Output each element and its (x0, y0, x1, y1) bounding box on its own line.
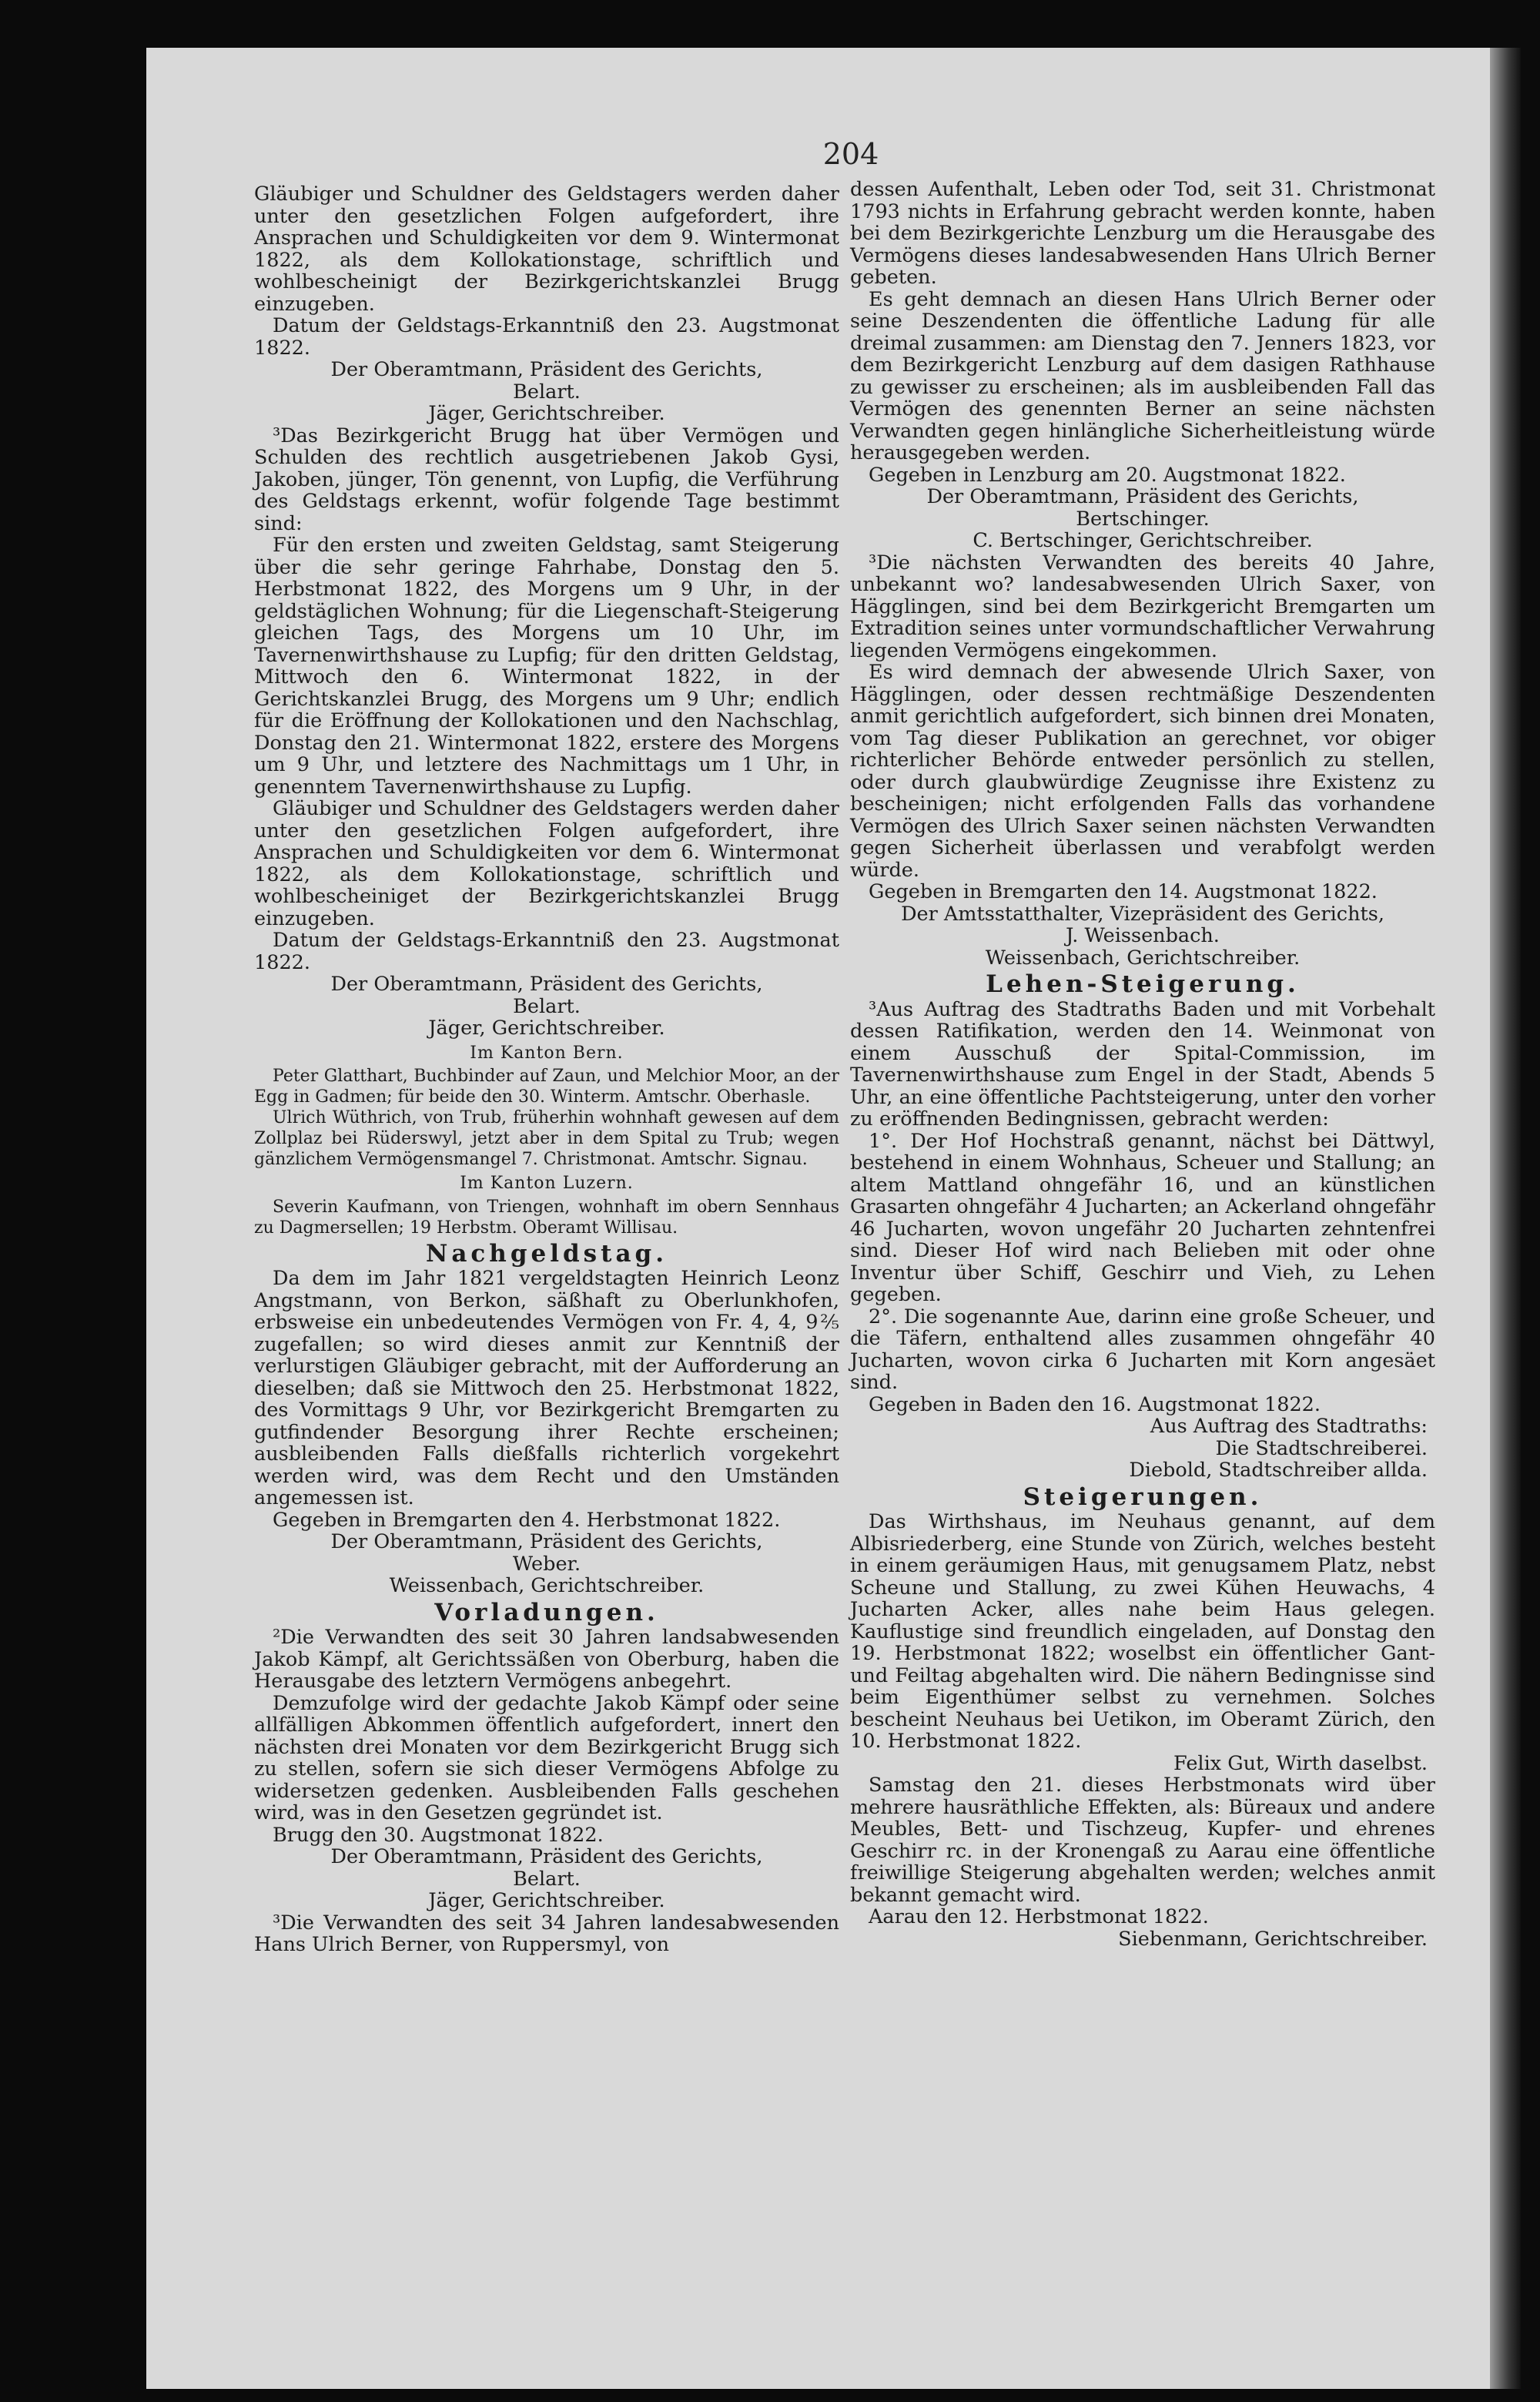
paragraph: ³Die nächsten Verwandten des bereits 40 Jahre, unbekannt wo? landesabwesenden Ulrich Saxer, von Hägglingen, sind bei dem Bezirkgericht Bremgarten um Extradition seines unter vormundschaftlicher Verwahrung liegenden Vermögens eingekommen. (850, 551, 1435, 662)
paragraph: ³Aus Auftrag des Stadtraths Baden und mit Vorbehalt dessen Ratifikation, werden den 14. Weinmonat von einem Ausschuß der Spital-Commission, im Tavernenwirthshause zum Engel in der Stadt, Abends 5 Uhr, an eine öffentliche Pachtsteigerung, unter den vorher zu eröffnenden Bedingnissen, gebracht werden: (850, 997, 1435, 1131)
paragraph: ²Die Verwandten des seit 30 Jahren landsabwesenden Jakob Kämpf, alt Gerichtssäßen von Oberburg, haben die Herausgabe des letztern Vermögens anbegehrt. (254, 1626, 839, 1693)
left-column (254, 183, 839, 1956)
page-number: 204 (822, 137, 879, 171)
paragraph: Für den ersten und zweiten Geldstag, samt Steigerung über die sehr geringe Fahrhabe, Donstag den 5. Herbstmonat 1822, des Morgens um 9 Uhr, in der geldstäglichen Wohnung; für die Liegenschaft-Steigerung gleichen Tags, des Morgens um 10 Uhr, im Tavernenwirthshause zu Lupfig; für den dritten Geldstag, Mittwoch den 6. Wintermonat 1822, in der Gerichtskanzlei Brugg, des Morgens um 9 Uhr; endlich für die Eröffnung der Kollokationen und den Nachschlag, Donstag den 21. Wintermonat 1822, erstere des Morgens um 9 Uhr, und letztere des Nachmittags um 1 Uhr, in genenntem Tavernenwirthshause zu Lupfig. (254, 534, 839, 799)
paragraph: ³Die Verwandten des seit 34 Jahren landesabwesenden Hans Ulrich Berner, von Ruppersmyl, von (254, 1911, 839, 1956)
paragraph: Ulrich Wüthrich, von Trub, früherhin wohnhaft gewesen auf dem Zollplaz bei Rüderswyl, jetzt aber in dem Spital zu Trub; wegen gänzlichem Vermögensmangel 7. Christmonat. Amtschr. Signau. (254, 1108, 839, 1169)
section-heading: Steigerungen. (1023, 1482, 1263, 1511)
paragraph: Gegeben in Lenzburg am 20. Augstmonat 1822. (869, 463, 1346, 487)
signature-line: Bertschinger. (1076, 507, 1210, 531)
paragraph: Brugg den 30. Augstmonat 1822. (273, 1823, 604, 1847)
paragraph: Gegeben in Bremgarten den 4. Herbstmonat 1822. (273, 1508, 781, 1532)
signature-line: Jäger, Gerichtschreiber. (428, 1889, 665, 1912)
paragraph: Severin Kaufmann, von Triengen, wohnhaft im obern Sennhaus zu Dagmersellen; 19 Herbstm. Oberamt Willisau. (254, 1197, 839, 1238)
signature-line: Felix Gut, Wirth daselbst. (1173, 1751, 1428, 1775)
paragraph: Gläubiger und Schuldner des Geldstagers werden daher unter den gesetzlichen Folgen aufgefordert, ihre Ansprachen und Schuldigkeiten vor dem 9. Wintermonat 1822, als dem Kollokationstage, schriftlich und wohlbescheinigt der Bezirkgerichtskanzlei Brugg einzugeben. (254, 183, 839, 316)
signature-line: Aus Auftrag des Stadtraths: (1150, 1415, 1428, 1438)
signature-line: Die Stadtschreiberei. (1215, 1436, 1428, 1460)
signature-line: C. Bertschinger, Gerichtschreiber. (973, 529, 1313, 552)
signature-line: Belart. (513, 994, 581, 1018)
paragraph: Gläubiger und Schuldner des Geldstagers werden daher unter den gesetzlichen Folgen aufgefordert, ihre Ansprachen und Schuldigkeiten vor dem 6. Wintermonat 1822, als dem Kollokationstage, schriftlich und wohlbescheiniget der Bezirkgerichtskanzlei Brugg einzugeben. (254, 797, 839, 930)
paragraph: 1°. Der Hof Hochstraß genannt, nächst bei Dättwyl, bestehend in einem Wohnhaus, Scheuer und Stallung; an altem Mattland ohngefähr 16, und an künstlichen Grasarten ohngefähr 4 Jucharten; an Ackerland ohngefähr 46 Jucharten, wovon ungefähr 20 Jucharten zehntenfrei sind. Dieser Hof wird nach Belieben mit oder ohne Inventur über Schiff, Geschirr und Vieh, zu Lehen gegeben. (850, 1129, 1435, 1306)
paragraph: dessen Aufenthalt, Leben oder Tod, seit 31. Christmonat 1793 nichts in Erfahrung gebracht werden konnte, haben bei dem Bezirkgerichte Lenzburg um die Herausgabe des Vermögens dieses landesabwesenden Hans Ulrich Berner gebeten. (850, 178, 1435, 289)
paragraph: Da dem im Jahr 1821 vergeldstagten Heinrich Leonz Angstmann, von Berkon, säßhaft zu Oberlunkhofen, erbsweise ein unbedeutendes Vermögen von Fr. 4, 4, 9⅖ zugefallen; so wird dieses anmit zur Kenntniß der verlurstigen Gläubiger gebracht, mit der Aufforderung an dieselben; daß sie Mittwoch den 25. Herbstmonat 1822, des Vormittags 9 Uhr, vor Bezirkgericht Bremgarten zu gutfindender Besorgung ihrer Rechte erscheinen; ausbleibenden Falls dießfalls richterlich vorgekehrt werden wird, was dem Recht und den Umständen angemessen ist. (254, 1267, 839, 1509)
right-column (850, 179, 1435, 1950)
paragraph: ³Das Bezirkgericht Brugg hat über Vermögen und Schulden des rechtlich ausgetriebenen Jakob Gysi, Jakoben, jünger, Tön genennt, von Lupfig, die Verführung des Geldstags erkennt, wofür folgende Tage bestimmt sind: (254, 424, 839, 535)
section-heading: Lehen-Steigerung. (986, 970, 1300, 998)
signature-line: J. Weissenbach. (1066, 924, 1220, 947)
signature-line: Der Oberamtmann, Präsident des Gerichts, (330, 1845, 763, 1868)
signature-line: Belart. (513, 380, 581, 404)
page-edge (1490, 48, 1521, 2389)
paragraph: Datum der Geldstags-Erkanntniß den 23. Augstmonat 1822. (254, 929, 839, 974)
signature-line: Der Amtsstatthalter, Vizepräsident des Gerichts, (901, 902, 1384, 926)
paragraph: Aarau den 12. Herbstmonat 1822. (869, 1905, 1209, 1928)
signature-line: Jäger, Gerichtschreiber. (428, 402, 665, 425)
signature-line: Der Oberamtmann, Präsident des Gerichts, (330, 358, 763, 381)
signature-line: Diebold, Stadtschreiber allda. (1129, 1459, 1428, 1482)
paragraph: Es wird demnach der abwesende Ulrich Saxer, von Hägglingen, oder dessen rechtmäßige Deszendenten anmit gerichtlich aufgefordert, sich binnen drei Monaten, vom Tag dieser Publikation an gerechnet, vor obiger richterlicher Behörde entweder persönlich zu stellen, oder durch glaubwürdige Zeugnisse ihre Existenz zu bescheinigen; nicht erfolgenden Falls das vorhandene Vermögen des Ulrich Saxer seinen nächsten Verwandten gegen Sicherheit überlassen und verabfolgt werden würde. (850, 661, 1435, 882)
paragraph: Gegeben in Bremgarten den 14. Augstmonat 1822. (869, 880, 1378, 903)
paragraph: Samstag den 21. dieses Herbstmonats wird über mehrere hausräthliche Effekten, als: Büreaux und andere Meubles, Bett- und Tischzeug, Kupfer- und ehrenes Geschirr rc. in der Kronengaß zu Aarau eine öffentliche freiwillige Steigerung abgehalten werden; welches anmit bekannt gemacht wird. (850, 1774, 1435, 1907)
paragraph: Es geht demnach an diesen Hans Ulrich Berner oder seine Deszendenten die öffentliche Ladung für alle dreimal zusammen: am Dienstag den 7. Jenners 1823, vor dem Bezirkgericht Lenzburg auf dem dasigen Rathhause zu gewisser zu erscheinen; als im ausbleibenden Fall das Vermögen des genennten Berner an seine nächsten Verwandten gegen hinlängliche Sicherheitleistung würde herausgegeben werden. (850, 287, 1435, 464)
section-heading: Vorladungen. (434, 1598, 659, 1626)
signature-line: Jäger, Gerichtschreiber. (428, 1017, 665, 1040)
signature-line: Weissenbach, Gerichtschreiber. (985, 946, 1301, 970)
signature-line: Der Oberamtmann, Präsident des Gerichts, (330, 973, 763, 996)
signature-line: Der Oberamtmann, Präsident des Gerichts, (330, 1530, 763, 1553)
signature-line: Belart. (513, 1867, 581, 1891)
paragraph: Das Wirthshaus, im Neuhaus genannt, auf dem Albisriederberg, eine Stunde von Zürich, welches besteht in einem geräumigen Haus, mit genugsamem Platz, nebst Scheune und Stallung, zu zwei Kühen Heuwachs, 4 Jucharten Acker, alles nahe beim Haus gelegen. Kauflustige sind freundlich eingeladen, auf Donstag den 19. Herbstmonat 1822; woselbst ein öffentlicher Gant- und Feiltag abgehalten wird. Die nähern Bedingnisse sind beim Eigenthümer selbst zu vernehmen. Solches bescheint Neuhaus bei Uetikon, im Oberamt Zürich, den 10. Herbstmonat 1822. (850, 1510, 1435, 1753)
signature-line: Weber. (512, 1552, 581, 1576)
canton-subheading: Im Kanton Bern. (470, 1043, 624, 1063)
signature-line: Der Oberamtmann, Präsident des Gerichts, (926, 485, 1359, 508)
paragraph: 2°. Die sogenannte Aue, darinn eine große Scheuer, und die Täfern, enthaltend alles zusammen ohngefähr 40 Jucharten, wovon cirka 6 Jucharten mit Korn angesäet sind. (850, 1305, 1435, 1394)
canton-subheading: Im Kanton Luzern. (460, 1174, 634, 1193)
signature-line: Siebenmann, Gerichtschreiber. (1118, 1927, 1428, 1951)
paragraph: Gegeben in Baden den 16. Augstmonat 1822. (869, 1392, 1321, 1416)
paragraph: Peter Glatthart, Buchbinder auf Zaun, und Melchior Moor, an der Egg in Gadmen; für beide den 30. Winterm. Amtschr. Oberhasle. (254, 1067, 839, 1107)
section-heading: Nachgeldstag. (425, 1239, 668, 1268)
paragraph: Demzufolge wird der gedachte Jakob Kämpf oder seine allfälligen Abkommen öffentlich aufgefordert, innert den nächsten drei Monaten vor dem Bezirkgericht Brugg sich zu stellen, sofern sie sich dieser Vermögens Abfolge zu widersetzen gedenken. Ausbleibenden Falls geschehen wird, was in den Gesetzen gegründet ist. (254, 1691, 839, 1824)
paragraph: Datum der Geldstags-Erkanntniß den 23. Augstmonat 1822. (254, 314, 839, 360)
signature-line: Weissenbach, Gerichtschreiber. (389, 1574, 705, 1597)
